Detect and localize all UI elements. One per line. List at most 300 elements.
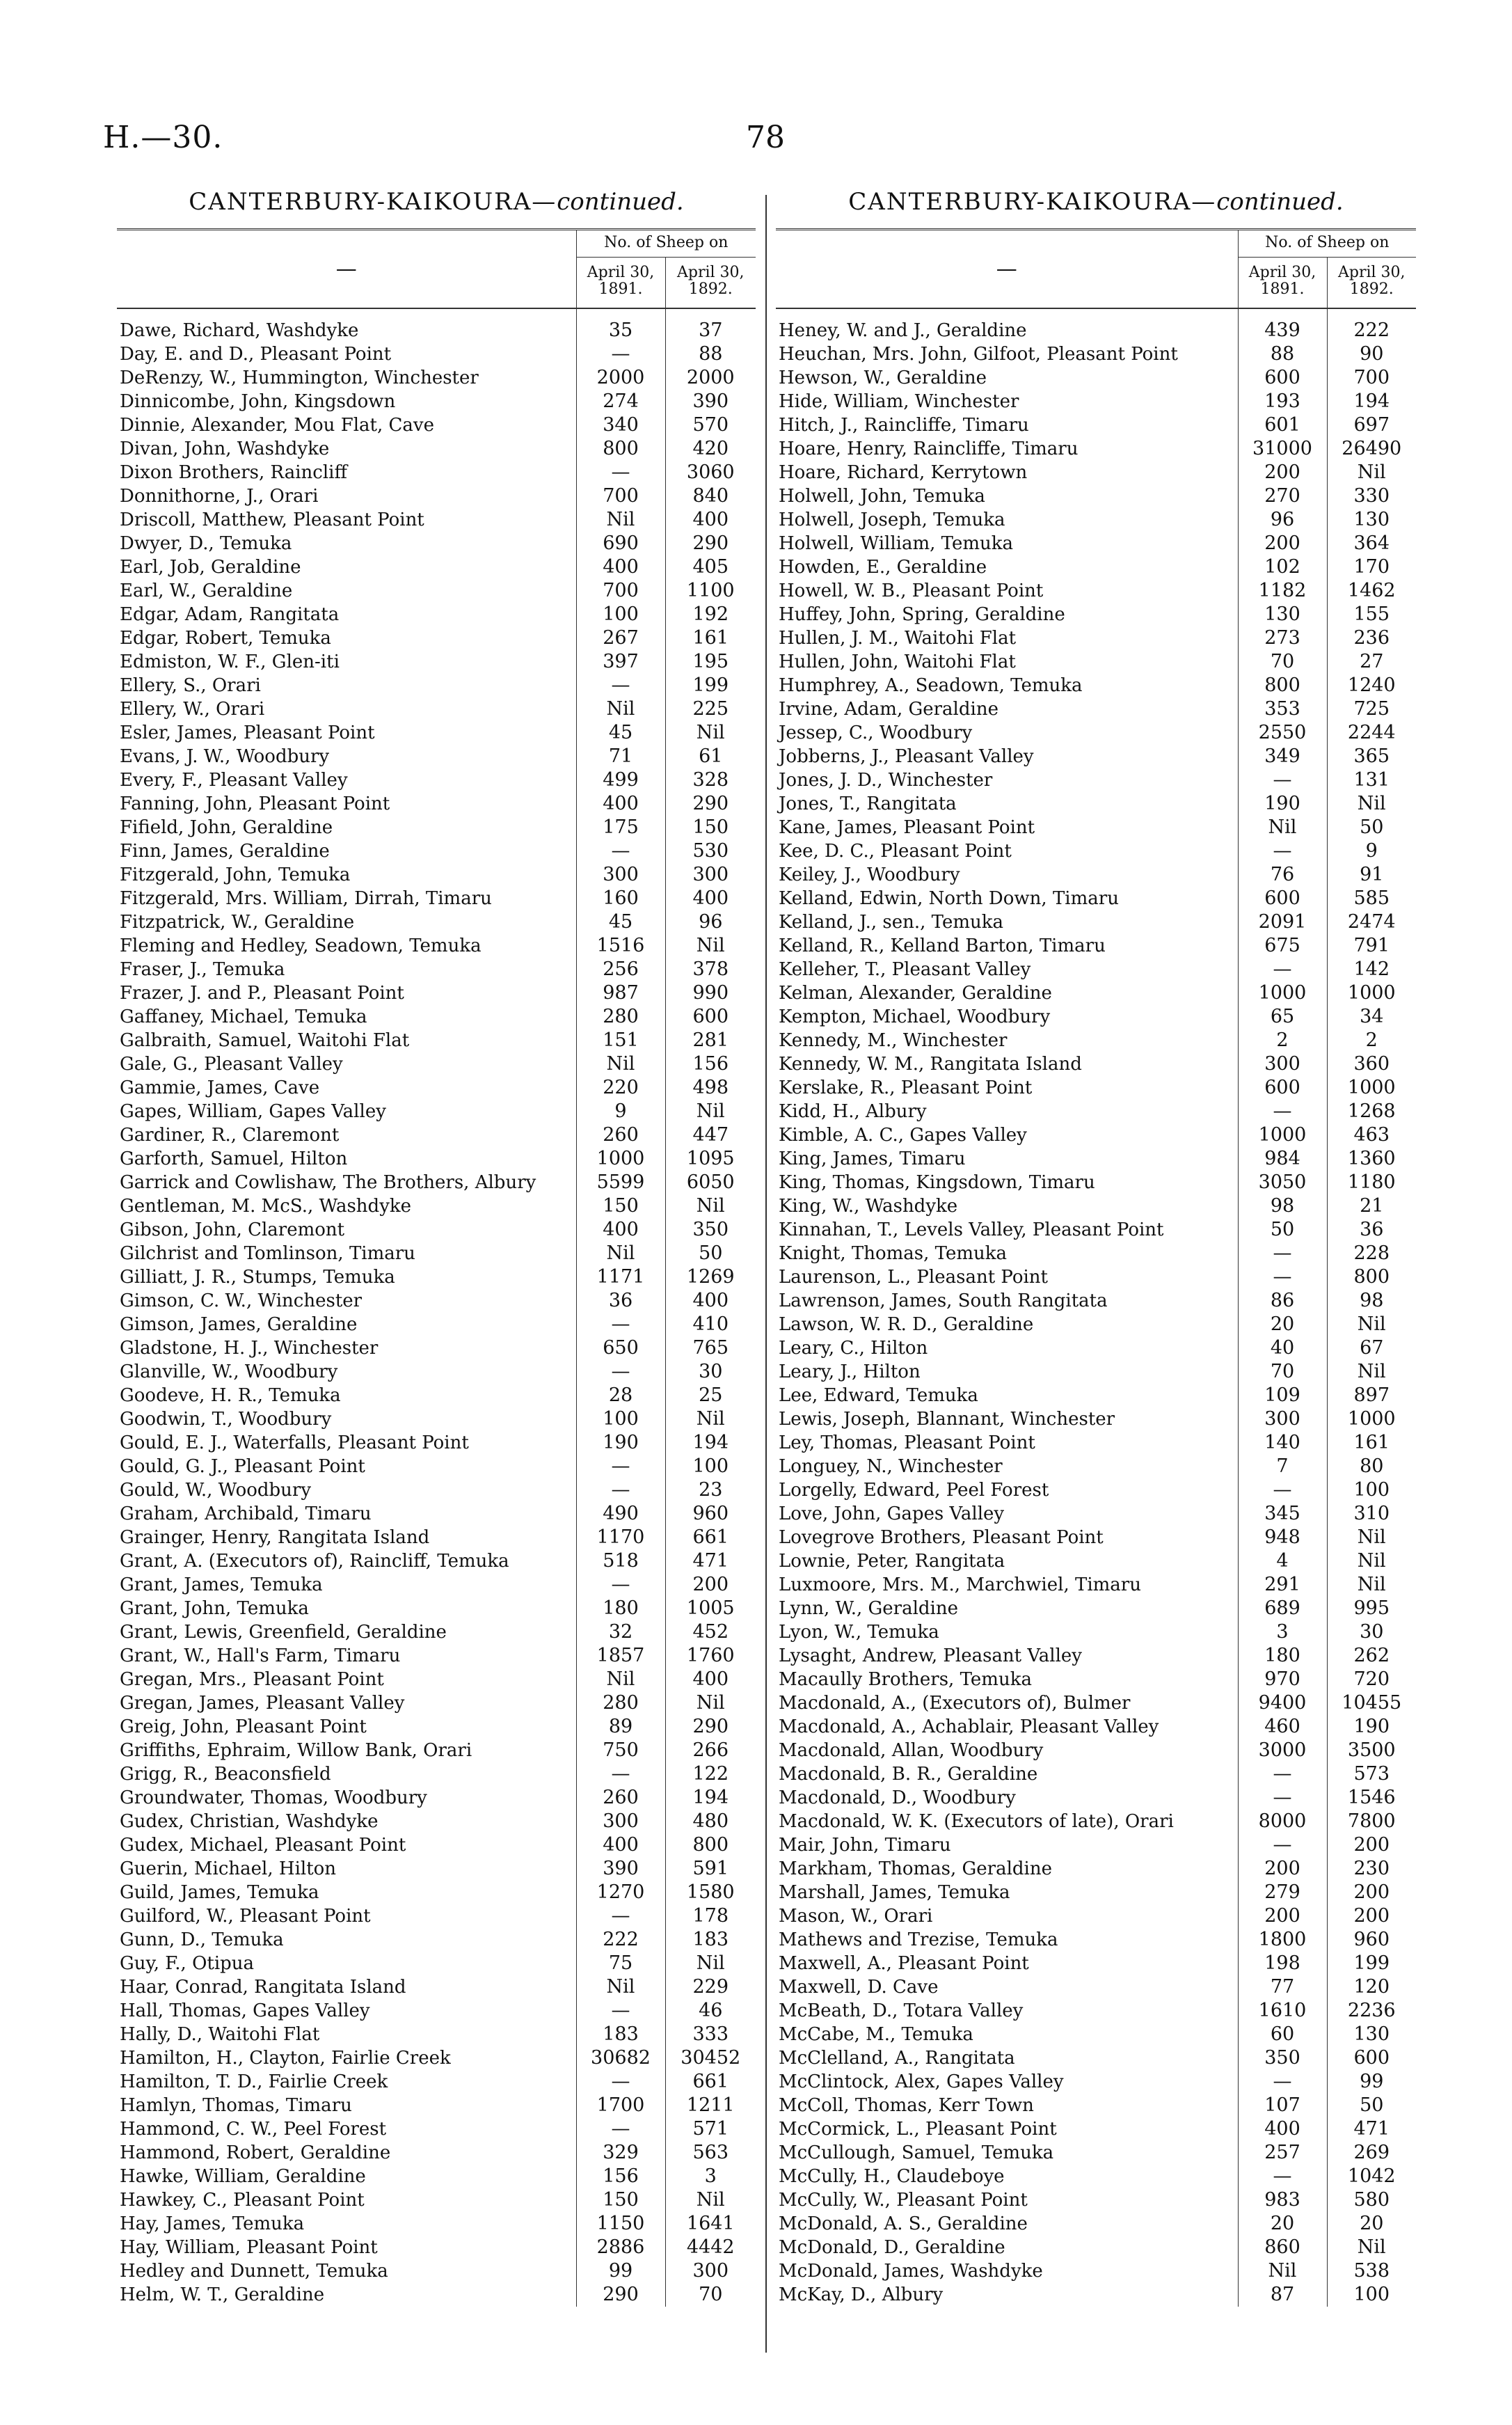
sheep-1891: 100 bbox=[576, 603, 665, 626]
sheep-1892: 360 bbox=[1327, 1052, 1416, 1076]
sheep-1891: 20 bbox=[1238, 2212, 1327, 2236]
sheep-1892: 897 bbox=[1327, 1384, 1416, 1407]
table-row bbox=[776, 1076, 1416, 1100]
table-row bbox=[776, 366, 1416, 390]
sheep-1891: 102 bbox=[1238, 555, 1327, 579]
sheep-1891: 280 bbox=[576, 1691, 665, 1715]
sheep-1891: 1000 bbox=[1238, 981, 1327, 1005]
sheep-1892: 130 bbox=[1327, 2023, 1416, 2046]
page-number: 78 bbox=[746, 120, 785, 155]
owner-name: Kempton, Michael, Woodbury bbox=[779, 1006, 1051, 1027]
sheep-1891: 1150 bbox=[576, 2212, 665, 2236]
sheep-1891: 9 bbox=[576, 1100, 665, 1123]
table-row bbox=[776, 934, 1416, 958]
table-row bbox=[776, 2165, 1416, 2188]
owner-name: Hullen, J. M., Waitohi Flat bbox=[779, 628, 1017, 649]
owner-name: McClintock, Alex, Gapes Valley bbox=[779, 2071, 1064, 2092]
sheep-1892: 262 bbox=[1327, 1644, 1416, 1668]
owner-name: Lysaght, Andrew, Pleasant Valley bbox=[779, 1645, 1082, 1666]
sheep-1892: 50 bbox=[665, 1242, 756, 1265]
owner-name: Lawrenson, James, South Rangitata bbox=[779, 1290, 1108, 1311]
table-row bbox=[117, 2070, 756, 2094]
owner-name: Jones, T., Rangitata bbox=[779, 793, 957, 814]
sheep-1891: 190 bbox=[1238, 792, 1327, 816]
sheep-1891: 700 bbox=[576, 484, 665, 508]
sheep-1891: Nil bbox=[576, 1975, 665, 1999]
table-row bbox=[117, 1455, 756, 1478]
sheep-1892: 300 bbox=[665, 2259, 756, 2283]
table-row bbox=[776, 697, 1416, 721]
owner-name: Fanning, John, Pleasant Point bbox=[120, 793, 390, 814]
sheep-1892: 1240 bbox=[1327, 674, 1416, 697]
sheep-1892: 661 bbox=[665, 1526, 756, 1549]
owner-name: Gilliatt, J. R., Stumps, Temuka bbox=[120, 1267, 395, 1288]
sheep-1891: 2550 bbox=[1238, 721, 1327, 745]
sheep-1892: 498 bbox=[665, 1076, 756, 1100]
table-row bbox=[776, 1194, 1416, 1218]
table-row bbox=[117, 1052, 756, 1076]
table-row bbox=[776, 1052, 1416, 1076]
sheep-1891: — bbox=[1238, 958, 1327, 981]
sheep-1892: 300 bbox=[665, 863, 756, 887]
sheep-1891: 99 bbox=[576, 2259, 665, 2283]
owner-name: Gapes, William, Gapes Valley bbox=[120, 1101, 386, 1122]
sheep-1892: 390 bbox=[665, 390, 756, 413]
owner-name: Gammie, James, Cave bbox=[120, 1077, 320, 1098]
owner-name: Kerslake, R., Pleasant Point bbox=[779, 1077, 1033, 1098]
sheep-1892: Nil bbox=[1327, 1549, 1416, 1573]
sheep-1891: 70 bbox=[1238, 650, 1327, 674]
sheep-1891: 200 bbox=[1238, 1904, 1327, 1928]
sheep-1892: 194 bbox=[1327, 390, 1416, 413]
sheep-1891: 1000 bbox=[1238, 1123, 1327, 1147]
table-row bbox=[117, 792, 756, 816]
sheep-1892: Nil bbox=[1327, 792, 1416, 816]
sheep-1892: 573 bbox=[1327, 1762, 1416, 1786]
owner-name: Keiley, J., Woodbury bbox=[779, 864, 960, 885]
sheep-1891: 390 bbox=[576, 1857, 665, 1881]
sheep-1892: 400 bbox=[665, 1289, 756, 1313]
table-row bbox=[117, 2283, 756, 2307]
owner-name: Macdonald, A., Achablair, Pleasant Valley bbox=[779, 1716, 1159, 1737]
sheep-1891: 1270 bbox=[576, 1881, 665, 1904]
owner-name: Grigg, R., Beaconsfield bbox=[120, 1764, 331, 1785]
table-row bbox=[776, 461, 1416, 484]
sheep-1892: 1641 bbox=[665, 2212, 756, 2236]
table-row bbox=[776, 721, 1416, 745]
table-row bbox=[776, 910, 1416, 934]
owner-name: Kinnahan, T., Levels Valley, Pleasant Point bbox=[779, 1219, 1164, 1240]
table-row bbox=[117, 308, 756, 342]
owner-name: Hawkey, C., Pleasant Point bbox=[120, 2190, 365, 2211]
sheep-1892: 328 bbox=[665, 768, 756, 792]
table-row bbox=[117, 1526, 756, 1549]
table-row bbox=[776, 1999, 1416, 2023]
table-row bbox=[117, 1360, 756, 1384]
table-row bbox=[117, 1123, 756, 1147]
owner-name: King, W., Washdyke bbox=[779, 1196, 958, 1217]
sheep-1891: Nil bbox=[576, 697, 665, 721]
table-row bbox=[117, 1833, 756, 1857]
sheep-1892: 10455 bbox=[1327, 1691, 1416, 1715]
table-row bbox=[117, 1029, 756, 1052]
sheep-1891: 1000 bbox=[576, 1147, 665, 1171]
sheep-1891: — bbox=[1238, 839, 1327, 863]
owner-name: Earl, Job, Geraldine bbox=[120, 557, 301, 578]
sheep-1891: 400 bbox=[576, 1833, 665, 1857]
sheep-1891: — bbox=[576, 1478, 665, 1502]
sheep-1892: 120 bbox=[1327, 1975, 1416, 1999]
sheep-1892: 2236 bbox=[1327, 1999, 1416, 2023]
sheep-1892: 131 bbox=[1327, 768, 1416, 792]
table-row bbox=[776, 532, 1416, 555]
sheep-1892: 3500 bbox=[1327, 1739, 1416, 1762]
table-row bbox=[117, 1739, 756, 1762]
owner-name: Gudex, Christian, Washdyke bbox=[120, 1811, 379, 1832]
owner-name: Hawke, William, Geraldine bbox=[120, 2166, 366, 2187]
table-row bbox=[776, 1904, 1416, 1928]
sheep-1891: 256 bbox=[576, 958, 665, 981]
owner-name: Evans, J. W., Woodbury bbox=[120, 746, 330, 767]
table-row bbox=[117, 1336, 756, 1360]
owner-name: Guerin, Michael, Hilton bbox=[120, 1858, 337, 1879]
table-row bbox=[776, 1715, 1416, 1739]
owner-name: Lee, Edward, Temuka bbox=[779, 1385, 978, 1406]
owner-name: McCully, W., Pleasant Point bbox=[779, 2190, 1028, 2211]
owner-name: Hammond, Robert, Geraldine bbox=[120, 2142, 391, 2163]
table-row bbox=[776, 2188, 1416, 2212]
owner-name: Grainger, Henry, Rangitata Island bbox=[120, 1527, 430, 1548]
owner-name: Haar, Conrad, Rangitata Island bbox=[120, 1977, 406, 1998]
sheep-1892: 150 bbox=[665, 816, 756, 839]
owner-name: Hay, William, Pleasant Point bbox=[120, 2237, 378, 2258]
owner-name: McKay, D., Albury bbox=[779, 2284, 944, 2305]
sheep-1892: 199 bbox=[665, 674, 756, 697]
sheep-1892: 130 bbox=[1327, 508, 1416, 532]
sheep-1892: 30 bbox=[1327, 1620, 1416, 1644]
sheep-1891: 156 bbox=[576, 2165, 665, 2188]
table-row bbox=[117, 2094, 756, 2117]
sheep-1892: 67 bbox=[1327, 1336, 1416, 1360]
table-row bbox=[776, 792, 1416, 816]
sheep-1892: 697 bbox=[1327, 413, 1416, 437]
left-name-header: — bbox=[117, 230, 576, 309]
owner-name: Gaffaney, Michael, Temuka bbox=[120, 1006, 367, 1027]
sheep-1891: 300 bbox=[1238, 1052, 1327, 1076]
sheep-1892: 960 bbox=[1327, 1928, 1416, 1952]
table-row bbox=[776, 1549, 1416, 1573]
table-row bbox=[117, 981, 756, 1005]
owner-name: Macdonald, B. R., Geraldine bbox=[779, 1764, 1038, 1785]
owner-name: Helm, W. T., Geraldine bbox=[120, 2284, 325, 2305]
owner-name: Esler, James, Pleasant Point bbox=[120, 722, 375, 743]
table-row bbox=[776, 1857, 1416, 1881]
sheep-1892: 400 bbox=[665, 1668, 756, 1691]
owner-name: Laurenson, L., Pleasant Point bbox=[779, 1267, 1049, 1288]
table-row bbox=[776, 1833, 1416, 1857]
sheep-1892: 269 bbox=[1327, 2141, 1416, 2165]
owner-name: Dinnicombe, John, Kingsdown bbox=[120, 391, 396, 412]
column-divider bbox=[765, 195, 767, 2353]
table-row bbox=[117, 1573, 756, 1597]
owner-name: Garrick and Cowlishaw, The Brothers, Albury bbox=[120, 1172, 536, 1193]
sheep-1892: 990 bbox=[665, 981, 756, 1005]
sheep-1891: — bbox=[1238, 768, 1327, 792]
owner-name: King, Thomas, Kingsdown, Timaru bbox=[779, 1172, 1095, 1193]
owner-name: Gudex, Michael, Pleasant Point bbox=[120, 1835, 406, 1856]
table-row bbox=[117, 508, 756, 532]
owner-name: Ley, Thomas, Pleasant Point bbox=[779, 1432, 1035, 1453]
sheep-1892: 229 bbox=[665, 1975, 756, 1999]
sheep-1891: 1182 bbox=[1238, 579, 1327, 603]
sheep-1892: 995 bbox=[1327, 1597, 1416, 1620]
table-row bbox=[117, 2259, 756, 2283]
table-row bbox=[117, 934, 756, 958]
table-row bbox=[776, 1597, 1416, 1620]
sheep-1891: 280 bbox=[576, 1005, 665, 1029]
sheep-1891: 107 bbox=[1238, 2094, 1327, 2117]
owner-name: Galbraith, Samuel, Waitohi Flat bbox=[120, 1030, 410, 1051]
sheep-1892: Nil bbox=[1327, 461, 1416, 484]
table-row bbox=[776, 768, 1416, 792]
table-row bbox=[776, 958, 1416, 981]
sheep-1891: 180 bbox=[576, 1597, 665, 1620]
sheep-1892: Nil bbox=[1327, 1526, 1416, 1549]
table-row bbox=[776, 1810, 1416, 1833]
owner-name: Hall, Thomas, Gapes Valley bbox=[120, 2000, 370, 2021]
table-row bbox=[776, 863, 1416, 887]
table-row bbox=[776, 1360, 1416, 1384]
sheep-1892: 960 bbox=[665, 1502, 756, 1526]
table-row bbox=[117, 1218, 756, 1242]
table-row bbox=[117, 555, 756, 579]
owner-name: Hewson, W., Geraldine bbox=[779, 368, 987, 388]
owner-name: Guilford, W., Pleasant Point bbox=[120, 1906, 371, 1927]
sheep-1891: 800 bbox=[576, 437, 665, 461]
sheep-1892: Nil bbox=[1327, 1313, 1416, 1336]
sheep-1892: 420 bbox=[665, 437, 756, 461]
sheep-1892: 230 bbox=[1327, 1857, 1416, 1881]
owner-name: Hoare, Richard, Kerrytown bbox=[779, 462, 1028, 483]
owner-name: Greig, John, Pleasant Point bbox=[120, 1716, 367, 1737]
sheep-1891: 291 bbox=[1238, 1573, 1327, 1597]
sheep-1892: 96 bbox=[665, 910, 756, 934]
sheep-1891: 270 bbox=[1238, 484, 1327, 508]
table-row bbox=[117, 1005, 756, 1029]
sheep-1892: 1580 bbox=[665, 1881, 756, 1904]
sheep-1892: 364 bbox=[1327, 532, 1416, 555]
sheep-1891: 600 bbox=[1238, 366, 1327, 390]
table-row bbox=[117, 1502, 756, 1526]
table-row bbox=[117, 721, 756, 745]
sheep-1891: 260 bbox=[576, 1786, 665, 1810]
sheep-1891: 86 bbox=[1238, 1289, 1327, 1313]
owner-name: Gregan, James, Pleasant Valley bbox=[120, 1693, 405, 1714]
sheep-1891: 7 bbox=[1238, 1455, 1327, 1478]
table-row bbox=[776, 1100, 1416, 1123]
table-row bbox=[117, 1431, 756, 1455]
sheep-1891: — bbox=[576, 342, 665, 366]
owner-name: Lynn, W., Geraldine bbox=[779, 1598, 958, 1619]
owner-name: Frazer, J. and P., Pleasant Point bbox=[120, 983, 404, 1004]
owner-name: Gentleman, M. McS., Washdyke bbox=[120, 1196, 412, 1217]
table-row bbox=[776, 1147, 1416, 1171]
owner-name: Hally, D., Waitohi Flat bbox=[120, 2024, 320, 2045]
owner-name: Donnithorne, J., Orari bbox=[120, 486, 319, 507]
table-row bbox=[776, 626, 1416, 650]
owner-name: DeRenzy, W., Hummington, Winchester bbox=[120, 368, 479, 388]
owner-name: Heuchan, Mrs. John, Gilfoot, Pleasant Point bbox=[779, 344, 1178, 365]
sheep-1891: 2091 bbox=[1238, 910, 1327, 934]
sheep-1892: 1100 bbox=[665, 579, 756, 603]
sheep-1891: 650 bbox=[576, 1336, 665, 1360]
sheep-1891: 948 bbox=[1238, 1526, 1327, 1549]
table-row bbox=[117, 2165, 756, 2188]
table-row bbox=[776, 1455, 1416, 1478]
table-row bbox=[776, 1786, 1416, 1810]
owner-name: Knight, Thomas, Temuka bbox=[779, 1243, 1007, 1264]
sheep-1892: 26490 bbox=[1327, 437, 1416, 461]
owner-name: Every, F., Pleasant Valley bbox=[120, 770, 348, 791]
sheep-1891: 45 bbox=[576, 721, 665, 745]
table-row bbox=[117, 1289, 756, 1313]
owner-name: Fifield, John, Geraldine bbox=[120, 817, 333, 838]
table-row bbox=[776, 1265, 1416, 1289]
page-reference: H.—30. bbox=[103, 120, 223, 155]
table-row bbox=[117, 1384, 756, 1407]
sheep-1891: 300 bbox=[576, 863, 665, 887]
table-row bbox=[776, 555, 1416, 579]
sheep-1891: — bbox=[1238, 2070, 1327, 2094]
owner-name: Graham, Archibald, Timaru bbox=[120, 1503, 372, 1524]
sheep-1892: 199 bbox=[1327, 1952, 1416, 1975]
sheep-1891: 439 bbox=[1238, 308, 1327, 342]
sheep-1891: — bbox=[576, 1904, 665, 1928]
owner-name: Dixon Brothers, Raincliff bbox=[120, 462, 347, 483]
sheep-1892: 36 bbox=[1327, 1218, 1416, 1242]
sheep-1892: 20 bbox=[1327, 2212, 1416, 2236]
owner-name: Kennedy, M., Winchester bbox=[779, 1030, 1008, 1051]
right-name-header: — bbox=[776, 230, 1238, 309]
sheep-1892: 3060 bbox=[665, 461, 756, 484]
sheep-1892: 88 bbox=[665, 342, 756, 366]
owner-name: Maxwell, D. Cave bbox=[779, 1977, 939, 1998]
sheep-1892: 70 bbox=[665, 2283, 756, 2307]
sheep-1891: 3050 bbox=[1238, 1171, 1327, 1194]
sheep-1892: 100 bbox=[665, 1455, 756, 1478]
table-row bbox=[776, 1739, 1416, 1762]
sheep-1892: 30452 bbox=[665, 2046, 756, 2070]
table-row bbox=[776, 1975, 1416, 1999]
table-row bbox=[117, 366, 756, 390]
sheep-1892: 765 bbox=[665, 1336, 756, 1360]
owner-name: Hedley and Dunnett, Temuka bbox=[120, 2261, 388, 2282]
sheep-1892: 161 bbox=[1327, 1431, 1416, 1455]
sheep-1892: 122 bbox=[665, 1762, 756, 1786]
table-row bbox=[117, 1715, 756, 1739]
sheep-1891: Nil bbox=[1238, 816, 1327, 839]
sheep-1892: 21 bbox=[1327, 1194, 1416, 1218]
sheep-1891: 140 bbox=[1238, 1431, 1327, 1455]
table-row bbox=[117, 1999, 756, 2023]
sheep-1892: 98 bbox=[1327, 1289, 1416, 1313]
table-row bbox=[117, 697, 756, 721]
sheep-1892: 46 bbox=[665, 1999, 756, 2023]
owner-name: Love, John, Gapes Valley bbox=[779, 1503, 1005, 1524]
sheep-1892: 1000 bbox=[1327, 1407, 1416, 1431]
sheep-1892: 7800 bbox=[1327, 1810, 1416, 1833]
table-row bbox=[776, 1431, 1416, 1455]
sheep-1892: 200 bbox=[1327, 1881, 1416, 1904]
sheep-1892: 1546 bbox=[1327, 1786, 1416, 1810]
table-row bbox=[117, 1952, 756, 1975]
sheep-1892: 700 bbox=[1327, 366, 1416, 390]
table-row bbox=[117, 1928, 756, 1952]
owner-name: Macaully Brothers, Temuka bbox=[779, 1669, 1032, 1690]
sheep-1891: — bbox=[1238, 1833, 1327, 1857]
table-row bbox=[117, 1171, 756, 1194]
owner-name: McDonald, D., Geraldine bbox=[779, 2237, 1005, 2258]
owner-name: Mason, W., Orari bbox=[779, 1906, 933, 1927]
sheep-1892: 100 bbox=[1327, 2283, 1416, 2307]
table-row bbox=[776, 2212, 1416, 2236]
sheep-1891: 300 bbox=[1238, 1407, 1327, 1431]
sheep-1892: 195 bbox=[665, 650, 756, 674]
table-row bbox=[776, 1478, 1416, 1502]
table-row bbox=[776, 816, 1416, 839]
sheep-1892: 200 bbox=[1327, 1833, 1416, 1857]
table-row bbox=[117, 768, 756, 792]
sheep-1892: 378 bbox=[665, 958, 756, 981]
sheep-1891: 70 bbox=[1238, 1360, 1327, 1384]
sheep-1891: 50 bbox=[1238, 1218, 1327, 1242]
sheep-1891: 35 bbox=[576, 308, 665, 342]
table-row bbox=[776, 484, 1416, 508]
right-col1-header: April 30, 1891. bbox=[1238, 258, 1327, 309]
owner-name: Kelland, J., sen., Temuka bbox=[779, 912, 1003, 933]
sheep-1892: 1462 bbox=[1327, 579, 1416, 603]
owner-name: Ellery, S., Orari bbox=[120, 675, 261, 696]
owner-name: Goodwin, T., Woodbury bbox=[120, 1409, 332, 1430]
table-row bbox=[117, 1691, 756, 1715]
sheep-1892: 330 bbox=[1327, 484, 1416, 508]
sheep-1892: 200 bbox=[1327, 1904, 1416, 1928]
owner-name: Hay, James, Temuka bbox=[120, 2213, 305, 2234]
owner-name: Groundwater, Thomas, Woodbury bbox=[120, 1787, 427, 1808]
owner-name: Gould, W., Woodbury bbox=[120, 1480, 312, 1501]
owner-name: Hullen, John, Waitohi Flat bbox=[779, 651, 1016, 672]
owner-name: Edgar, Adam, Rangitata bbox=[120, 604, 340, 625]
table-row bbox=[117, 1620, 756, 1644]
sheep-1892: Nil bbox=[665, 1194, 756, 1218]
owner-name: Gilchrist and Tomlinson, Timaru bbox=[120, 1243, 415, 1264]
right-group-header: No. of Sheep on bbox=[1238, 230, 1416, 258]
owner-name: Gould, E. J., Waterfalls, Pleasant Point bbox=[120, 1432, 469, 1453]
sheep-1892: 1211 bbox=[665, 2094, 756, 2117]
owner-name: Edgar, Robert, Temuka bbox=[120, 628, 331, 649]
sheep-1892: 1269 bbox=[665, 1265, 756, 1289]
table-row bbox=[776, 1407, 1416, 1431]
owner-name: Hamilton, T. D., Fairlie Creek bbox=[120, 2071, 388, 2092]
table-row bbox=[776, 1928, 1416, 1952]
table-row bbox=[776, 2117, 1416, 2141]
table-row bbox=[776, 1526, 1416, 1549]
owner-name: Gould, G. J., Pleasant Point bbox=[120, 1456, 365, 1477]
table-row bbox=[776, 1620, 1416, 1644]
table-row bbox=[776, 981, 1416, 1005]
sheep-1891: 60 bbox=[1238, 2023, 1327, 2046]
owner-name: Kane, James, Pleasant Point bbox=[779, 817, 1035, 838]
